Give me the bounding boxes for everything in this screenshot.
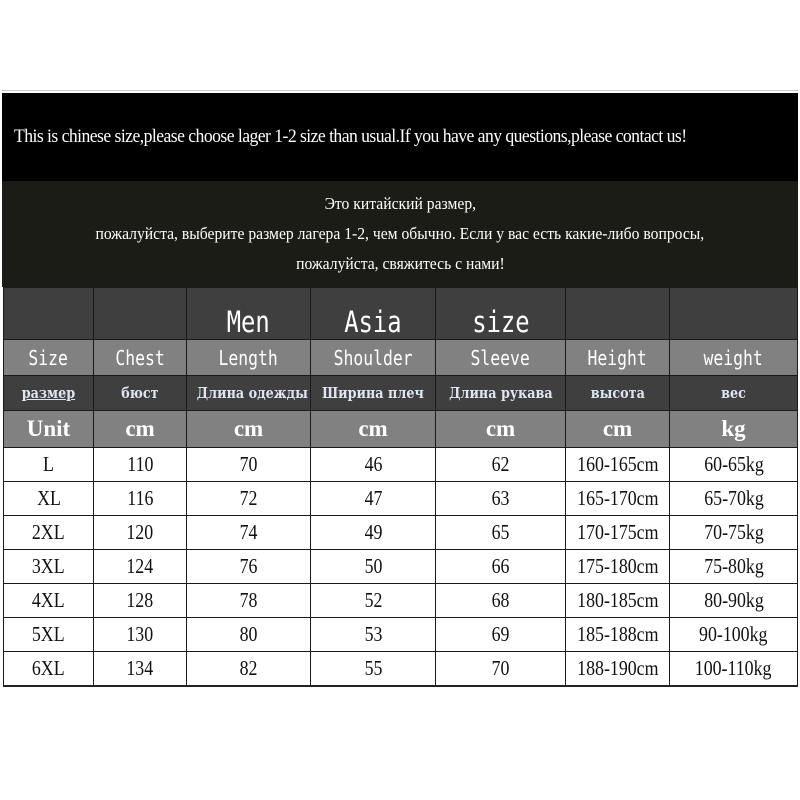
title-cell: Men <box>187 288 311 340</box>
sleeve-cell: 68 <box>436 584 566 618</box>
weight-cell: 75-80kg <box>670 550 798 584</box>
title-cell: size <box>436 288 566 340</box>
weight-cell: 65-70kg <box>670 482 798 516</box>
unit-cell: cm <box>187 411 311 448</box>
chest-cell: 124 <box>94 550 187 584</box>
header-ru-weight: вес <box>670 376 798 411</box>
table-title-row <box>4 288 798 340</box>
chest-cell: 134 <box>94 652 187 687</box>
height-cell: 188-190cm <box>566 652 670 687</box>
height-cell: 170-175cm <box>566 516 670 550</box>
shoulder-cell: 55 <box>311 652 436 687</box>
header-ru-shoulder: Ширина плеч <box>311 376 436 411</box>
header-row-english <box>4 340 798 376</box>
table-row <box>4 482 798 516</box>
shoulder-cell: 50 <box>311 550 436 584</box>
header-ru-chest: бюст <box>94 376 187 411</box>
header-ru-size-link[interactable]: размер <box>4 376 94 411</box>
notice-english <box>2 93 798 181</box>
unit-cell: cm <box>566 411 670 448</box>
unit-cell: cm <box>311 411 436 448</box>
shoulder-cell: 52 <box>311 584 436 618</box>
shoulder-cell: 47 <box>311 482 436 516</box>
unit-row <box>4 411 798 448</box>
notice-russian-line: пожалуйста, свяжитесь с нами! <box>295 254 505 273</box>
notice-russian <box>2 181 798 287</box>
header-sleeve: Sleeve <box>436 340 566 376</box>
unit-label: Unit <box>4 411 94 448</box>
notice-english-text: This is chinese size,please choose lager 1-2 size than usual.If you have any questions,please contact us! <box>14 126 687 147</box>
header-row-russian <box>4 376 798 411</box>
sleeve-cell: 66 <box>436 550 566 584</box>
header-length: Length <box>187 340 311 376</box>
unit-cell: kg <box>670 411 798 448</box>
sleeve-cell: 63 <box>436 482 566 516</box>
size-cell: L <box>4 448 94 482</box>
size-cell: 3XL <box>4 550 94 584</box>
title-cell: Asia <box>311 288 436 340</box>
chest-cell: 110 <box>94 448 187 482</box>
length-cell: 72 <box>187 482 311 516</box>
length-cell: 76 <box>187 550 311 584</box>
length-cell: 70 <box>187 448 311 482</box>
table-row <box>4 584 798 618</box>
sleeve-cell: 69 <box>436 618 566 652</box>
length-cell: 80 <box>187 618 311 652</box>
header-chest: Chest <box>94 340 187 376</box>
chest-cell: 128 <box>94 584 187 618</box>
height-cell: 160-165cm <box>566 448 670 482</box>
weight-cell: 90-100kg <box>670 618 798 652</box>
table-row <box>4 618 798 652</box>
height-cell: 175-180cm <box>566 550 670 584</box>
chest-cell: 116 <box>94 482 187 516</box>
height-cell: 180-185cm <box>566 584 670 618</box>
table-row <box>4 516 798 550</box>
header-size: Size <box>4 340 94 376</box>
weight-cell: 70-75kg <box>670 516 798 550</box>
table-row <box>4 550 798 584</box>
weight-cell: 100-110kg <box>670 652 798 687</box>
top-divider <box>2 90 798 91</box>
height-cell: 185-188cm <box>566 618 670 652</box>
header-ru-length: Длина одежды <box>187 376 311 411</box>
shoulder-cell: 53 <box>311 618 436 652</box>
length-cell: 78 <box>187 584 311 618</box>
shoulder-cell: 49 <box>311 516 436 550</box>
chest-cell: 120 <box>94 516 187 550</box>
size-cell: 6XL <box>4 652 94 687</box>
size-cell: 4XL <box>4 584 94 618</box>
title-cell <box>670 288 798 340</box>
unit-cell: cm <box>94 411 187 448</box>
header-shoulder: Shoulder <box>311 340 436 376</box>
shoulder-cell: 46 <box>311 448 436 482</box>
sleeve-cell: 62 <box>436 448 566 482</box>
chest-cell: 130 <box>94 618 187 652</box>
size-cell: 2XL <box>4 516 94 550</box>
notice-russian-line: Это китайский размер, <box>324 194 476 213</box>
unit-cell: cm <box>436 411 566 448</box>
weight-cell: 80-90kg <box>670 584 798 618</box>
notice-russian-line: пожалуйста, выберите размер лагера 1-2, чем обычно. Если у вас есть какие-либо вопросы, <box>95 224 705 243</box>
size-cell: XL <box>4 482 94 516</box>
size-chart-table <box>3 287 798 687</box>
table-row <box>4 448 798 482</box>
table-row <box>4 652 798 687</box>
length-cell: 82 <box>187 652 311 687</box>
title-cell <box>566 288 670 340</box>
height-cell: 165-170cm <box>566 482 670 516</box>
size-cell: 5XL <box>4 618 94 652</box>
title-cell <box>94 288 187 340</box>
weight-cell: 60-65kg <box>670 448 798 482</box>
sleeve-cell: 70 <box>436 652 566 687</box>
title-cell <box>4 288 94 340</box>
header-weight: weight <box>670 340 798 376</box>
header-ru-height: высота <box>566 376 670 411</box>
length-cell: 74 <box>187 516 311 550</box>
sleeve-cell: 65 <box>436 516 566 550</box>
header-height: Height <box>566 340 670 376</box>
header-ru-sleeve: Длина рукава <box>436 376 566 411</box>
